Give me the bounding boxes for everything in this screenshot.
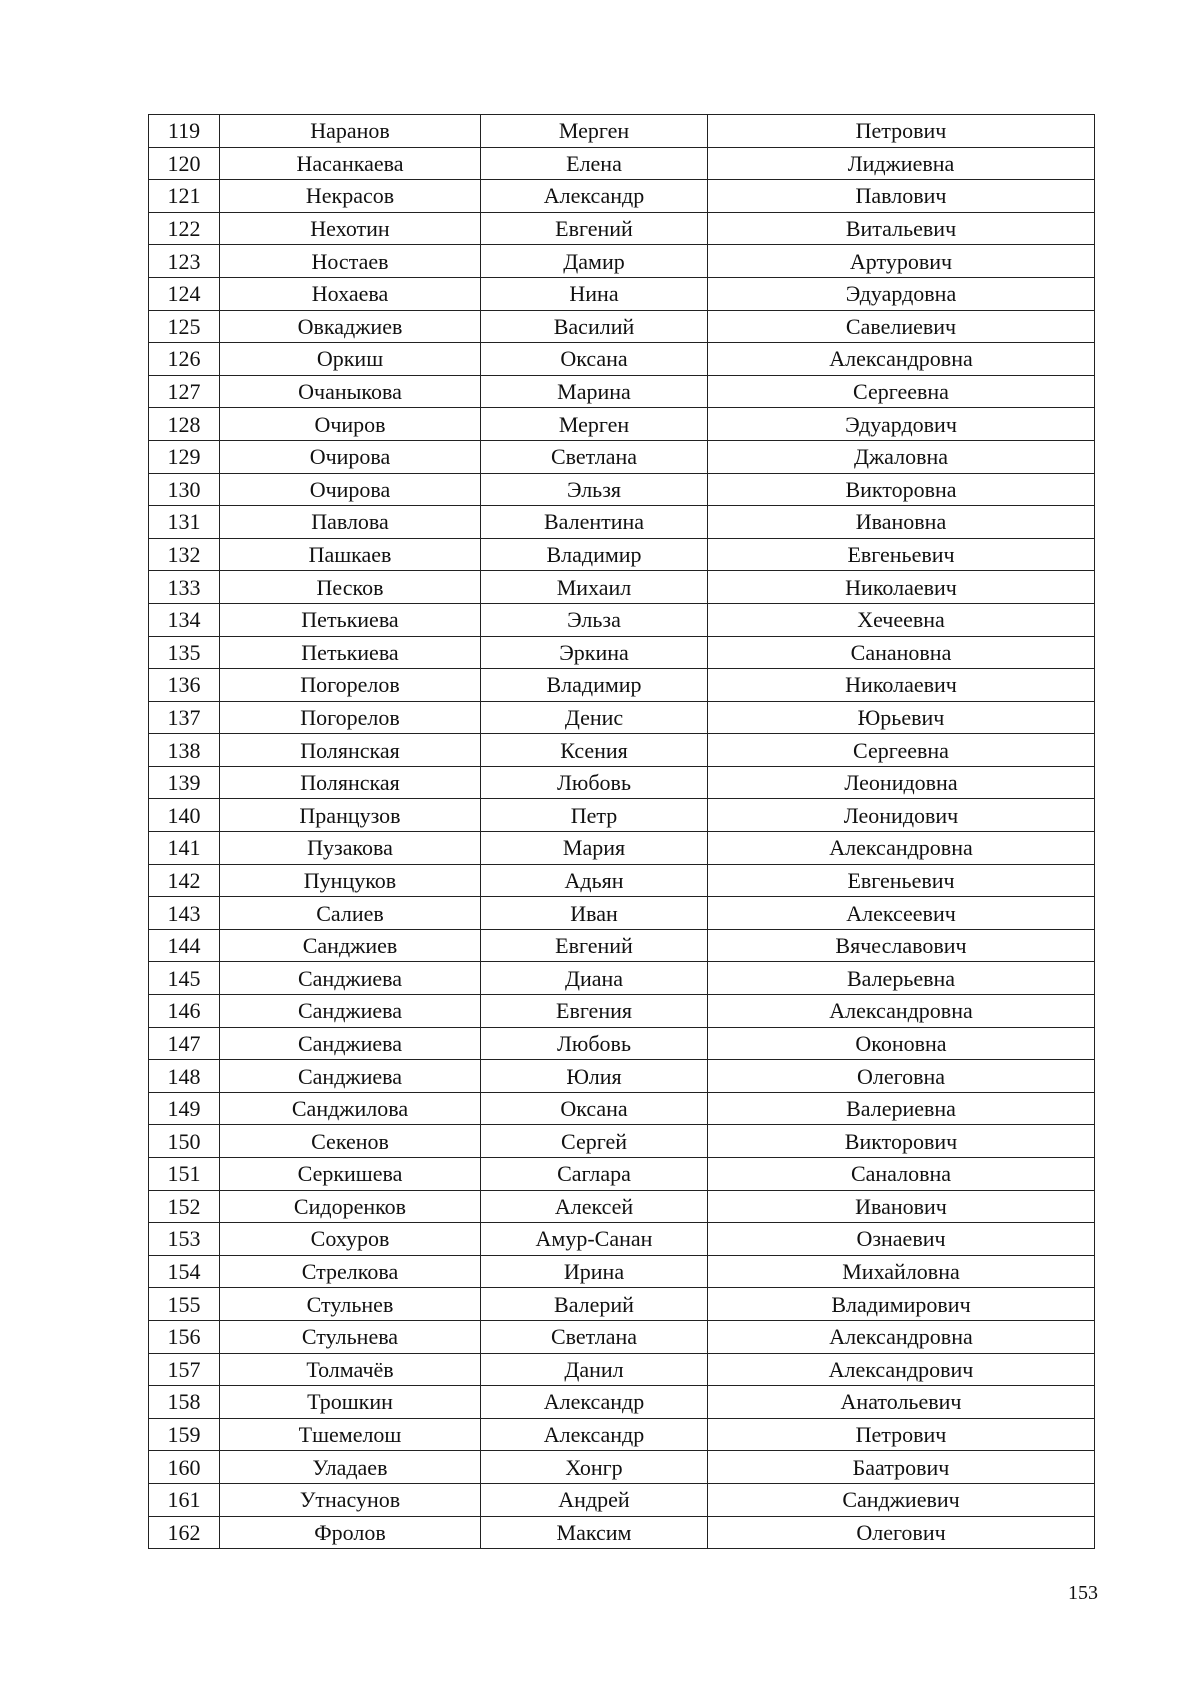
last-name-cell: Ностаев — [220, 245, 481, 278]
first-name-cell: Амур-Санан — [481, 1223, 708, 1256]
table-row — [149, 1125, 1095, 1158]
table-row — [149, 1320, 1095, 1353]
row-number-cell: 131 — [149, 506, 220, 539]
row-number-cell: 125 — [149, 310, 220, 343]
patronymic-cell: Сергеевна — [708, 734, 1095, 767]
first-name-cell: Владимир — [481, 669, 708, 702]
first-name-cell: Евгений — [481, 212, 708, 245]
last-name-cell: Очирова — [220, 473, 481, 506]
patronymic-cell: Евгеньевич — [708, 864, 1095, 897]
last-name-cell: Фролов — [220, 1516, 481, 1549]
row-number-cell: 157 — [149, 1353, 220, 1386]
last-name-cell: Овкаджиев — [220, 310, 481, 343]
patronymic-cell: Николаевич — [708, 571, 1095, 604]
row-number-cell: 135 — [149, 636, 220, 669]
last-name-cell: Пунцуков — [220, 864, 481, 897]
first-name-cell: Петр — [481, 799, 708, 832]
first-name-cell: Дамир — [481, 245, 708, 278]
patronymic-cell: Александровна — [708, 832, 1095, 865]
row-number-cell: 129 — [149, 440, 220, 473]
last-name-cell: Сохуров — [220, 1223, 481, 1256]
last-name-cell: Санджилова — [220, 1092, 481, 1125]
row-number-cell: 130 — [149, 473, 220, 506]
last-name-cell: Полянская — [220, 734, 481, 767]
first-name-cell: Оксана — [481, 1092, 708, 1125]
row-number-cell: 144 — [149, 929, 220, 962]
last-name-cell: Пранцузов — [220, 799, 481, 832]
patronymic-cell: Евгеньевич — [708, 538, 1095, 571]
patronymic-cell: Олегович — [708, 1516, 1095, 1549]
table-row — [149, 1386, 1095, 1419]
table-row — [149, 375, 1095, 408]
table-row — [149, 1288, 1095, 1321]
first-name-cell: Михаил — [481, 571, 708, 604]
patronymic-cell: Леонидович — [708, 799, 1095, 832]
first-name-cell: Марина — [481, 375, 708, 408]
row-number-cell: 127 — [149, 375, 220, 408]
row-number-cell: 145 — [149, 962, 220, 995]
first-name-cell: Данил — [481, 1353, 708, 1386]
table-row — [149, 1027, 1095, 1060]
table-row — [149, 766, 1095, 799]
last-name-cell: Утнасунов — [220, 1483, 481, 1516]
patronymic-cell: Эдуардовна — [708, 277, 1095, 310]
table-row — [149, 1353, 1095, 1386]
table-row — [149, 571, 1095, 604]
table-row — [149, 538, 1095, 571]
last-name-cell: Песков — [220, 571, 481, 604]
last-name-cell: Стульнев — [220, 1288, 481, 1321]
table-row — [149, 343, 1095, 376]
patronymic-cell: Леонидовна — [708, 766, 1095, 799]
row-number-cell: 138 — [149, 734, 220, 767]
first-name-cell: Эркина — [481, 636, 708, 669]
first-name-cell: Эльзя — [481, 473, 708, 506]
first-name-cell: Мерген — [481, 115, 708, 148]
last-name-cell: Секенов — [220, 1125, 481, 1158]
last-name-cell: Санджиева — [220, 995, 481, 1028]
first-name-cell: Любовь — [481, 766, 708, 799]
first-name-cell: Эльза — [481, 603, 708, 636]
patronymic-cell: Эдуардович — [708, 408, 1095, 441]
row-number-cell: 162 — [149, 1516, 220, 1549]
first-name-cell: Андрей — [481, 1483, 708, 1516]
table-row — [149, 180, 1095, 213]
table-row — [149, 277, 1095, 310]
table-row — [149, 1092, 1095, 1125]
patronymic-cell: Александровна — [708, 343, 1095, 376]
patronymic-cell: Александрович — [708, 1353, 1095, 1386]
row-number-cell: 160 — [149, 1451, 220, 1484]
first-name-cell: Василий — [481, 310, 708, 343]
table-row — [149, 962, 1095, 995]
patronymic-cell: Викторович — [708, 1125, 1095, 1158]
row-number-cell: 141 — [149, 832, 220, 865]
patronymic-cell: Олеговна — [708, 1060, 1095, 1093]
patronymic-cell: Анатольевич — [708, 1386, 1095, 1419]
row-number-cell: 124 — [149, 277, 220, 310]
row-number-cell: 119 — [149, 115, 220, 148]
first-name-cell: Александр — [481, 180, 708, 213]
first-name-cell: Валерий — [481, 1288, 708, 1321]
table-row — [149, 473, 1095, 506]
table-row — [149, 669, 1095, 702]
first-name-cell: Ирина — [481, 1255, 708, 1288]
first-name-cell: Юлия — [481, 1060, 708, 1093]
row-number-cell: 121 — [149, 180, 220, 213]
table-row — [149, 1483, 1095, 1516]
table-row — [149, 245, 1095, 278]
row-number-cell: 137 — [149, 701, 220, 734]
last-name-cell: Пашкаев — [220, 538, 481, 571]
row-number-cell: 154 — [149, 1255, 220, 1288]
last-name-cell: Трошкин — [220, 1386, 481, 1419]
table-row — [149, 1255, 1095, 1288]
table-row — [149, 440, 1095, 473]
patronymic-cell: Джаловна — [708, 440, 1095, 473]
patronymic-cell: Вячеславович — [708, 929, 1095, 962]
last-name-cell: Оркиш — [220, 343, 481, 376]
last-name-cell: Погорелов — [220, 669, 481, 702]
patronymic-cell: Александровна — [708, 995, 1095, 1028]
last-name-cell: Санджиева — [220, 1027, 481, 1060]
first-name-cell: Алексей — [481, 1190, 708, 1223]
table-row — [149, 147, 1095, 180]
last-name-cell: Нохаева — [220, 277, 481, 310]
table-row — [149, 897, 1095, 930]
row-number-cell: 158 — [149, 1386, 220, 1419]
row-number-cell: 133 — [149, 571, 220, 604]
patronymic-cell: Санановна — [708, 636, 1095, 669]
last-name-cell: Санджиева — [220, 962, 481, 995]
last-name-cell: Наранов — [220, 115, 481, 148]
row-number-cell: 132 — [149, 538, 220, 571]
table-row — [149, 734, 1095, 767]
last-name-cell: Насанкаева — [220, 147, 481, 180]
row-number-cell: 153 — [149, 1223, 220, 1256]
last-name-cell: Салиев — [220, 897, 481, 930]
first-name-cell: Владимир — [481, 538, 708, 571]
first-name-cell: Александр — [481, 1386, 708, 1419]
table-row — [149, 701, 1095, 734]
row-number-cell: 156 — [149, 1320, 220, 1353]
names-table — [148, 114, 1095, 1549]
patronymic-cell: Артурович — [708, 245, 1095, 278]
patronymic-cell: Павлович — [708, 180, 1095, 213]
patronymic-cell: Иванович — [708, 1190, 1095, 1223]
table-row — [149, 603, 1095, 636]
last-name-cell: Санджиев — [220, 929, 481, 962]
last-name-cell: Стульнева — [220, 1320, 481, 1353]
patronymic-cell: Михайловна — [708, 1255, 1095, 1288]
first-name-cell: Диана — [481, 962, 708, 995]
first-name-cell: Евгений — [481, 929, 708, 962]
row-number-cell: 161 — [149, 1483, 220, 1516]
row-number-cell: 146 — [149, 995, 220, 1028]
table-row — [149, 832, 1095, 865]
patronymic-cell: Оконовна — [708, 1027, 1095, 1060]
patronymic-cell: Санджиевич — [708, 1483, 1095, 1516]
names-table-body — [149, 115, 1095, 1549]
first-name-cell: Елена — [481, 147, 708, 180]
patronymic-cell: Петрович — [708, 1418, 1095, 1451]
patronymic-cell: Николаевич — [708, 669, 1095, 702]
table-row — [149, 212, 1095, 245]
row-number-cell: 123 — [149, 245, 220, 278]
row-number-cell: 152 — [149, 1190, 220, 1223]
first-name-cell: Максим — [481, 1516, 708, 1549]
patronymic-cell: Александровна — [708, 1320, 1095, 1353]
first-name-cell: Светлана — [481, 1320, 708, 1353]
last-name-cell: Серкишева — [220, 1158, 481, 1191]
row-number-cell: 147 — [149, 1027, 220, 1060]
row-number-cell: 122 — [149, 212, 220, 245]
document-page — [148, 114, 1094, 1549]
first-name-cell: Саглара — [481, 1158, 708, 1191]
first-name-cell: Любовь — [481, 1027, 708, 1060]
table-row — [149, 929, 1095, 962]
table-row — [149, 1158, 1095, 1191]
patronymic-cell: Алексеевич — [708, 897, 1095, 930]
last-name-cell: Некрасов — [220, 180, 481, 213]
row-number-cell: 140 — [149, 799, 220, 832]
last-name-cell: Сидоренков — [220, 1190, 481, 1223]
patronymic-cell: Хечеевна — [708, 603, 1095, 636]
table-row — [149, 799, 1095, 832]
first-name-cell: Ксения — [481, 734, 708, 767]
patronymic-cell: Баатрович — [708, 1451, 1095, 1484]
last-name-cell: Павлова — [220, 506, 481, 539]
row-number-cell: 142 — [149, 864, 220, 897]
patronymic-cell: Саналовна — [708, 1158, 1095, 1191]
table-row — [149, 310, 1095, 343]
patronymic-cell: Юрьевич — [708, 701, 1095, 734]
last-name-cell: Погорелов — [220, 701, 481, 734]
first-name-cell: Валентина — [481, 506, 708, 539]
first-name-cell: Мария — [481, 832, 708, 865]
last-name-cell: Пузакова — [220, 832, 481, 865]
last-name-cell: Нехотин — [220, 212, 481, 245]
row-number-cell: 149 — [149, 1092, 220, 1125]
last-name-cell: Очиров — [220, 408, 481, 441]
patronymic-cell: Ознаевич — [708, 1223, 1095, 1256]
first-name-cell: Оксана — [481, 343, 708, 376]
page-number: 153 — [1068, 1582, 1098, 1604]
last-name-cell: Уладаев — [220, 1451, 481, 1484]
patronymic-cell: Витальевич — [708, 212, 1095, 245]
row-number-cell: 136 — [149, 669, 220, 702]
first-name-cell: Адьян — [481, 864, 708, 897]
row-number-cell: 155 — [149, 1288, 220, 1321]
first-name-cell: Евгения — [481, 995, 708, 1028]
last-name-cell: Стрелкова — [220, 1255, 481, 1288]
table-row — [149, 864, 1095, 897]
first-name-cell: Мерген — [481, 408, 708, 441]
patronymic-cell: Петрович — [708, 115, 1095, 148]
table-row — [149, 1060, 1095, 1093]
patronymic-cell: Валерьевна — [708, 962, 1095, 995]
table-row — [149, 408, 1095, 441]
row-number-cell: 150 — [149, 1125, 220, 1158]
row-number-cell: 128 — [149, 408, 220, 441]
first-name-cell: Александр — [481, 1418, 708, 1451]
table-row — [149, 115, 1095, 148]
patronymic-cell: Лиджиевна — [708, 147, 1095, 180]
row-number-cell: 120 — [149, 147, 220, 180]
row-number-cell: 143 — [149, 897, 220, 930]
row-number-cell: 126 — [149, 343, 220, 376]
last-name-cell: Очаныкова — [220, 375, 481, 408]
last-name-cell: Очирова — [220, 440, 481, 473]
table-row — [149, 1451, 1095, 1484]
table-row — [149, 995, 1095, 1028]
row-number-cell: 148 — [149, 1060, 220, 1093]
patronymic-cell: Викторовна — [708, 473, 1095, 506]
table-row — [149, 1223, 1095, 1256]
last-name-cell: Полянская — [220, 766, 481, 799]
last-name-cell: Санджиева — [220, 1060, 481, 1093]
table-row — [149, 506, 1095, 539]
first-name-cell: Светлана — [481, 440, 708, 473]
last-name-cell: Петькиева — [220, 603, 481, 636]
first-name-cell: Сергей — [481, 1125, 708, 1158]
table-row — [149, 1418, 1095, 1451]
first-name-cell: Иван — [481, 897, 708, 930]
last-name-cell: Петькиева — [220, 636, 481, 669]
row-number-cell: 134 — [149, 603, 220, 636]
first-name-cell: Денис — [481, 701, 708, 734]
patronymic-cell: Владимирович — [708, 1288, 1095, 1321]
patronymic-cell: Валериевна — [708, 1092, 1095, 1125]
table-row — [149, 1516, 1095, 1549]
table-row — [149, 1190, 1095, 1223]
first-name-cell: Хонгр — [481, 1451, 708, 1484]
row-number-cell: 159 — [149, 1418, 220, 1451]
patronymic-cell: Сергеевна — [708, 375, 1095, 408]
patronymic-cell: Ивановна — [708, 506, 1095, 539]
last-name-cell: Тшемелош — [220, 1418, 481, 1451]
table-row — [149, 636, 1095, 669]
patronymic-cell: Савелиевич — [708, 310, 1095, 343]
row-number-cell: 139 — [149, 766, 220, 799]
first-name-cell: Нина — [481, 277, 708, 310]
last-name-cell: Толмачёв — [220, 1353, 481, 1386]
row-number-cell: 151 — [149, 1158, 220, 1191]
